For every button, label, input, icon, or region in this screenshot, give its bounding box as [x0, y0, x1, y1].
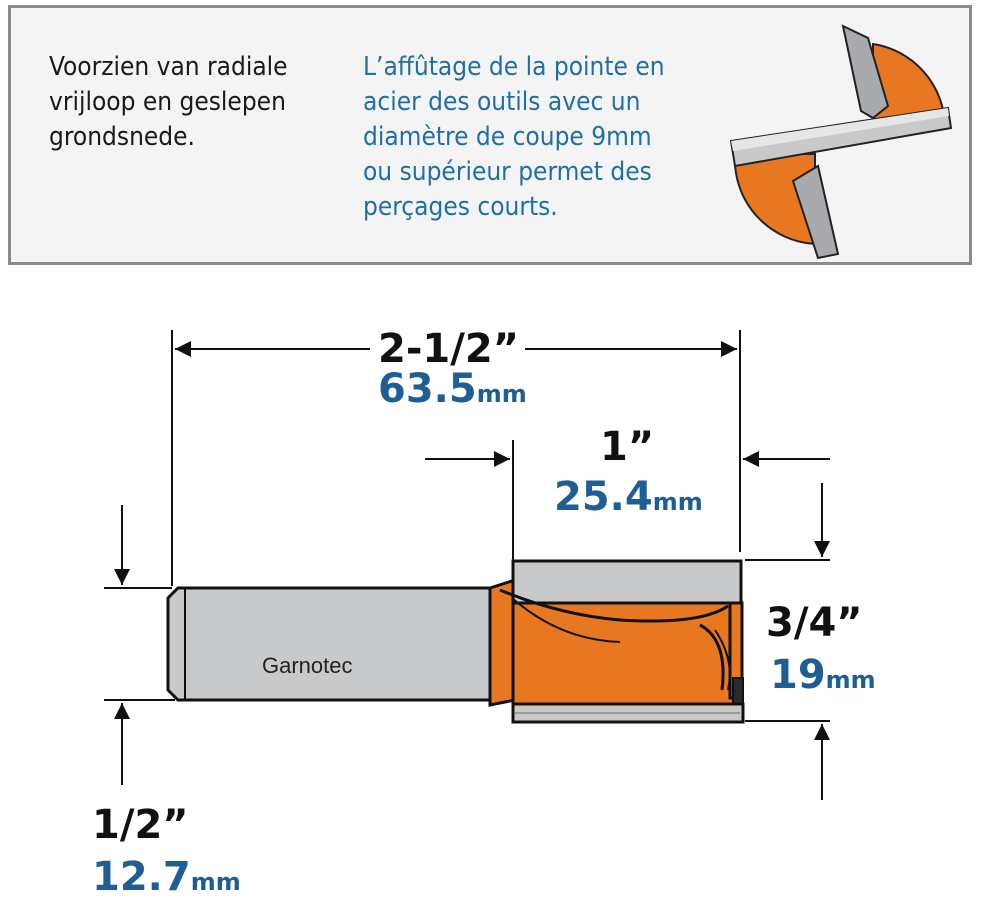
- shank: [168, 588, 500, 700]
- shank-diameter-unit: mm: [190, 868, 241, 896]
- dutch-description: Voorzien van radiale vrijloop en geslepen grondsnede.: [49, 52, 288, 152]
- shank-diameter-metric: 12.7: [92, 854, 191, 898]
- cutting-diameter-metric-group: [770, 652, 876, 698]
- cutting-diameter-imperial: 3/4”: [766, 600, 863, 646]
- cutting-length-metric: 25.4: [554, 474, 653, 520]
- cutter-head: [490, 561, 743, 722]
- overall-length-unit: mm: [476, 380, 527, 408]
- cutting-length-unit: mm: [652, 488, 703, 516]
- cutting-diameter-metric: 19: [770, 652, 826, 698]
- cutting-diameter-unit: mm: [825, 666, 876, 694]
- overall-length-imperial: 2-1/2”: [378, 326, 519, 372]
- shank-diameter-imperial: 1/2”: [92, 802, 189, 848]
- overall-length-metric-group: [378, 366, 527, 412]
- french-description: L’affûtage de la pointe en acier des outils avec un diamètre de coupe 9mm ou supérieur permet des perçages courts.: [363, 52, 665, 222]
- top-blade: [513, 561, 741, 603]
- cutting-length-imperial: 1”: [600, 424, 655, 470]
- shank-diameter-metric-group: [92, 854, 241, 898]
- overall-length-metric: 63.5: [378, 366, 477, 412]
- cutting-length-metric-group: [554, 474, 703, 520]
- shank-brand-label: Garnotec: [262, 653, 353, 678]
